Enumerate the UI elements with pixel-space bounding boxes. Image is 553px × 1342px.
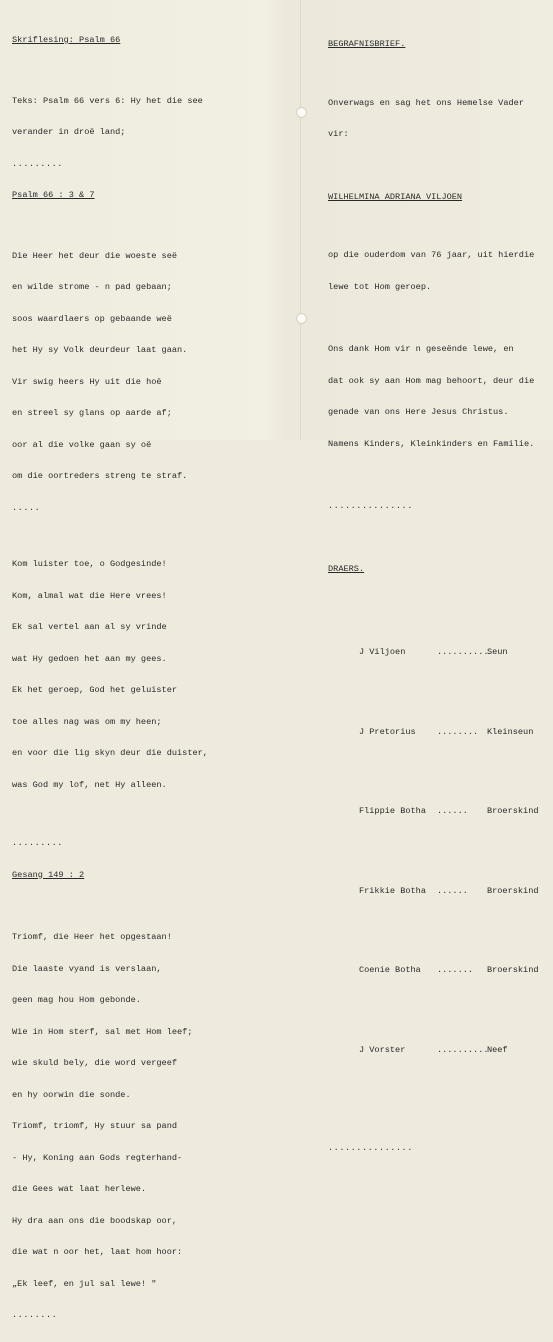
teks-line-2: verander in droë land; [12,127,126,137]
separator: ............... [328,501,413,511]
draers-heading: DRAERS. [328,563,365,574]
pallbearer-relation: Broerskind [486,806,539,816]
psalm-heading: Psalm 66 : 3 & 7 [12,190,95,200]
punch-hole-bottom [296,313,307,324]
psalm-line: om die oortreders streng te straf. [12,471,188,481]
thanks-line: Ons dank Hom vir n geseënde lewe, en [328,344,514,354]
intro-line-2: vir: [328,129,349,139]
thanks-line: dat ook sy aan Hom mag behoort, deur die [328,375,535,386]
separator: ..... [12,502,41,513]
pallbearer-relation: Neef [486,1044,508,1055]
verse-line: Kom luister toe, o Godgesinde! [12,559,167,569]
thanks-line: Namens Kinders, Kleinkinders en Familie. [328,438,535,449]
pallbearer-row [328,1034,548,1066]
verse-line: was God my lof, net Hy alleen. [12,779,167,790]
gesang-line: Triomf, triomf, Hy stuur sa pand [12,1121,178,1131]
gesang-line: Triomf, die Heer het opgestaan! [12,932,172,942]
pallbearer-row [328,637,548,669]
pallbearer-name: J Pretorius [358,726,416,737]
verse-line: Ek sal vertel aan al sy vrinde [12,622,167,632]
pallbearer-name: Flippie Botha [358,806,426,816]
gesang-line: „Ek leef, en jul sal lewe! " [12,1278,157,1289]
pallbearer-dots: ...... [436,806,468,816]
pallbearer-dots: ........ [436,726,479,737]
teks-line-1: Teks: Psalm 66 vers 6: Hy het die see [12,95,203,106]
gesang-line: Wie in Hom sterf, sal met Hom leef; [12,1026,193,1037]
gesang-line: die Gees wat laat herlewe. [12,1184,147,1194]
pallbearer-dots: .......... [436,1044,489,1055]
verse-line: wat Hy gedoen het aan my gees. [12,653,167,664]
psalm-line: en streel sy glans op aarde af; [12,408,172,418]
psalm-line: Die Heer het deur die woeste seë [12,250,178,261]
verse-line: Ek het geroep, God het geluister [12,685,178,695]
pallbearer-relation: Seun [486,647,508,657]
gesang-line: Hy dra aan ons die boodskap oor, [12,1215,178,1226]
pallbearer-row [328,955,548,987]
pallbearer-relation: Broerskind [486,885,539,896]
psalm-line: en wilde strome - n pad gebaan; [12,282,172,292]
psalm-line: soos waardlaers op gebaande weë [12,313,172,324]
gesang-line: en hy oorwin die sonde. [12,1089,131,1100]
psalm-line: Vir swig heers Hy uit die hoë [12,376,162,387]
psalm-line: oor al die volke gaan sy oë [12,439,152,450]
pallbearer-row [328,796,548,828]
gesang-line: geen mag hou Hom gebonde. [12,995,141,1005]
body-line: op die ouderdom van 76 jaar, uit hierdie [328,250,535,260]
left-column [12,14,292,1342]
pallbearer-dots: .......... [436,647,489,657]
thanks-line: genade van ons Here Jesus Christus. [328,407,509,417]
separator: ............... [328,1142,413,1153]
verse-line: Kom, almal wat die Here vrees! [12,590,167,601]
begrafnisbrief-heading: BEGRAFNISBRIEF. [328,39,406,49]
pallbearer-dots: ....... [436,965,474,975]
gesang-line: die wat n oor het, laat hom hoor: [12,1247,183,1257]
gesang-heading: Gesang 149 : 2 [12,869,85,880]
verse-line: toe alles nag was om my heen; [12,716,162,727]
separator: ......... [12,838,63,848]
gesang-line: - Hy, Koning aan Gods regterhand- [12,1152,183,1163]
skriflesing-heading: Skriflesing: Psalm 66 [12,35,121,45]
pallbearer-dots: ...... [436,885,468,896]
pallbearer-name: J Vorster [358,1044,406,1055]
psalm-line: het Hy sy Volk deurdeur laat gaan. [12,345,188,355]
punch-hole-top [296,107,307,118]
intro-line-1: Onverwags en sag het ons Hemelse Vader [328,97,524,108]
pallbearer-relation: Broerskind [486,965,539,975]
pallbearer-name: Frikkie Botha [358,885,426,896]
right-column [328,18,548,1174]
body-line: lewe tot Hom geroep. [328,281,432,292]
pallbearer-row [328,875,548,907]
pallbearer-name: J Viljoen [358,647,406,657]
pallbearer-relation: Kleinseun [486,726,534,737]
gesang-line: Die laaste vyand is verslaan, [12,963,162,974]
gesang-line: wie skuld bely, die word vergeef [12,1058,178,1068]
pallbearer-name: Coenie Botha [358,965,421,975]
separator: ......... [12,158,63,169]
deceased-name: WILHELMINA ADRIANA VILJOEN [328,191,463,202]
pallbearer-row [328,716,548,748]
separator: ........ [12,1310,58,1320]
verse-line: en voor die lig skyn deur die duister, [12,748,208,758]
fold-line [300,0,301,440]
